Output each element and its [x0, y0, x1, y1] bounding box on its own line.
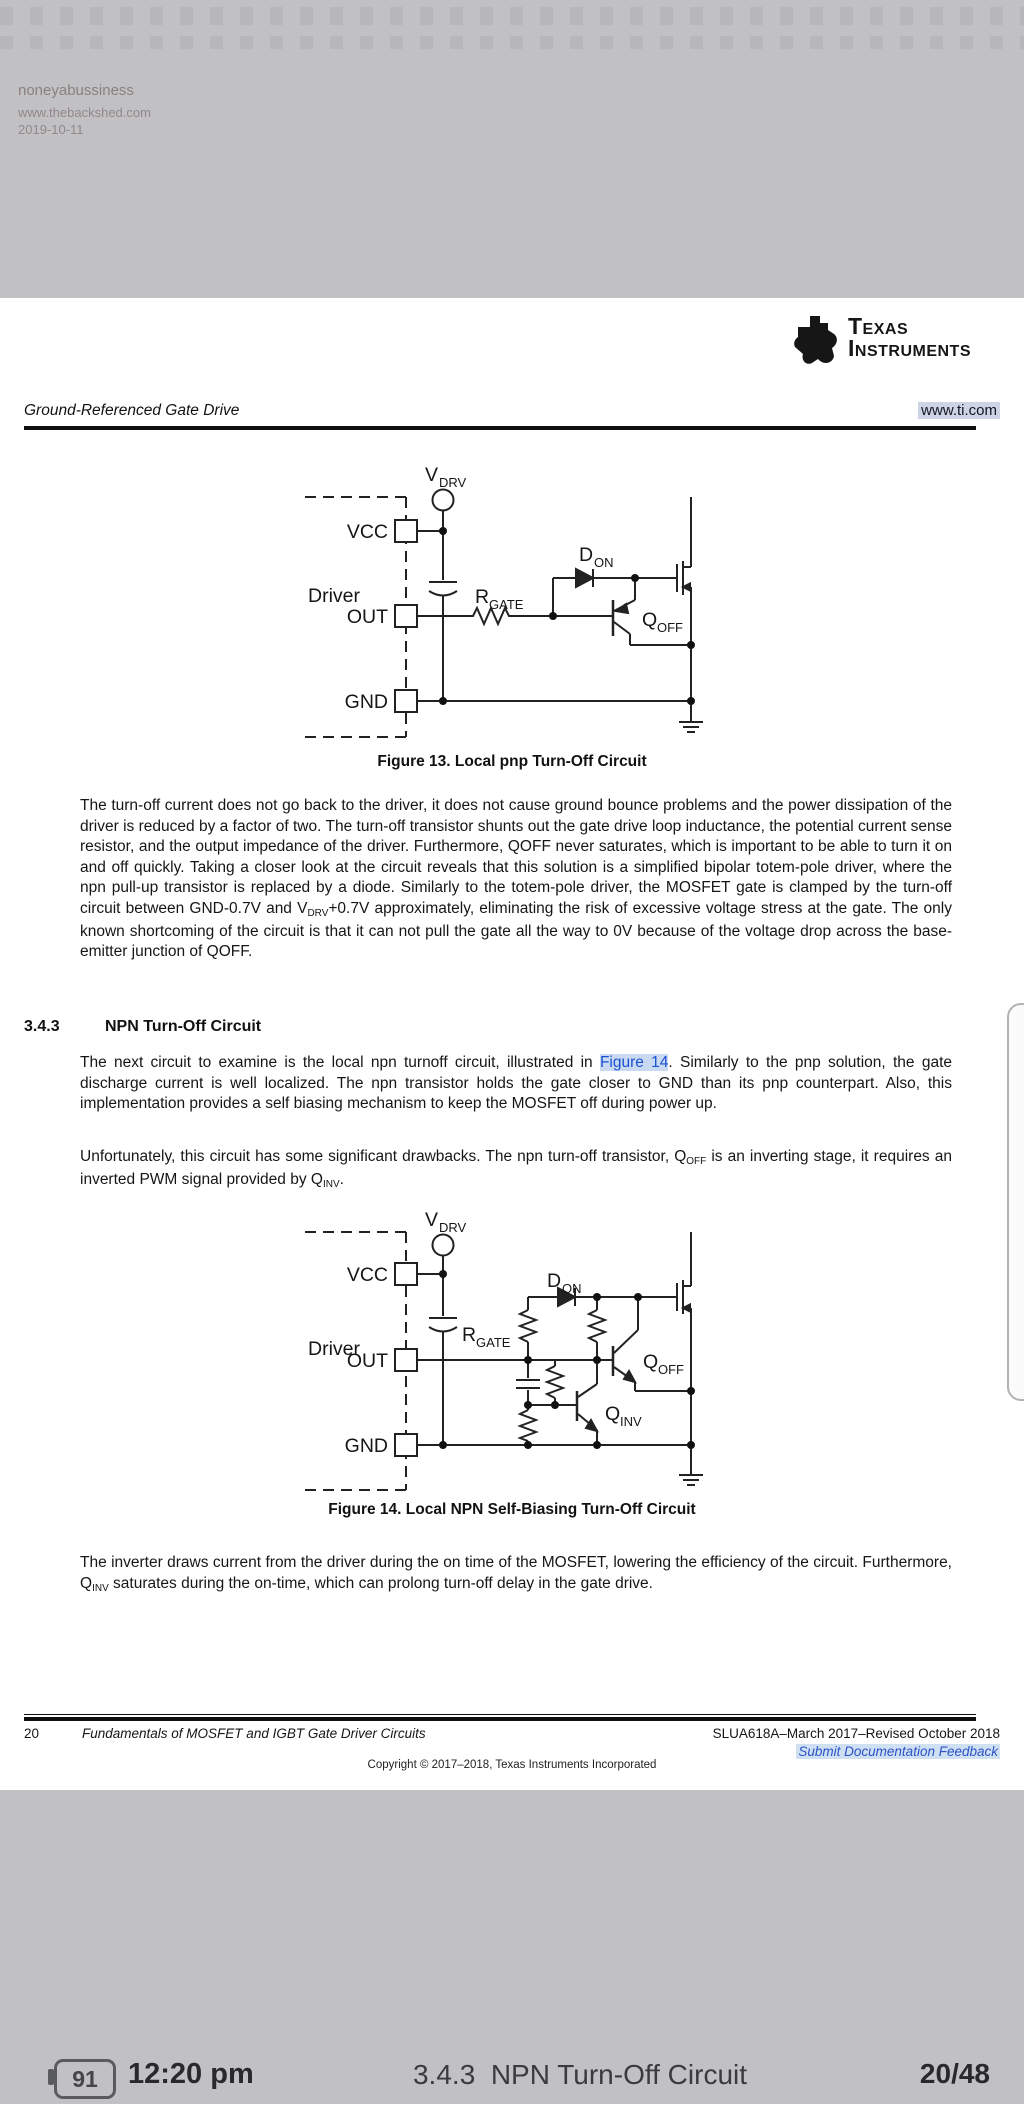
- fig13-label-qoff-sub: OFF: [657, 620, 683, 635]
- paragraph-1-text: The turn-off current does not go back to the driver, it does not cause ground bounce problems and the power dissipation of the driver is reduced by a factor of two. The turn-off transistor shunts out the gate drive loop inductance, the potential current sense resistor, and the output impedance of the driver. Furthermore, QOFF never saturates, which is important to be able to turn it on and off quickly. Taking a closer look at the circuit reveals that this solution is a simplified bipolar totem-pole driver, where the npn pull-up transistor is replaced by a diode. Similarly to the totem-pole driver, the MOSFET gate is clamped by the turn-off circuit between GND-0.7V and V: [80, 797, 952, 917]
- paragraph-3: [80, 1147, 952, 1192]
- paragraph-4: [80, 1553, 952, 1596]
- fig14-label-rgate: R: [462, 1324, 477, 1346]
- watermark-user: noneyabussiness: [18, 82, 134, 99]
- fig13-label-rgate: R: [475, 586, 490, 608]
- fig13-label-vdrv-sub: DRV: [439, 475, 467, 490]
- pdf-page: [0, 298, 1024, 1790]
- fig13-label-rgate-sub: GATE: [489, 597, 524, 612]
- paragraph-4-text-2: saturates during the on-time, which can prolong turn-off delay in the gate drive.: [108, 1574, 653, 1592]
- figure-13-circuit: [280, 450, 740, 760]
- paragraph-3-text-3: .: [339, 1170, 344, 1188]
- paragraph-2-text-2: . Similarly to the pnp solution, the gate discharge current is well localized. The npn transistor holds the gate closer to GND than its pnp counterpart. Also, this implementation provides a self biasing mechanism to keep the MOSFET off during power up.: [80, 1054, 952, 1113]
- paragraph-4-text: The inverter draws current from the driver during the on time of the MOSFET, lowering the efficiency of the circuit. Furthermore, Q: [80, 1554, 952, 1592]
- footer-page-number: 20: [24, 1726, 40, 1741]
- footer-revision: SLUA618A–March 2017–Revised October 2018: [712, 1726, 1000, 1741]
- fig14-label-out: OUT: [346, 1350, 388, 1372]
- paragraph-2-text: The next circuit to examine is the local npn turnoff circuit, illustrated in: [80, 1054, 600, 1071]
- watermark-date: 2019-10-11: [18, 122, 84, 137]
- clock-time: 12:20 pm: [128, 2058, 254, 2090]
- qinv-subscript-2: INV: [92, 1582, 109, 1594]
- fig13-label-don: D: [579, 544, 594, 566]
- fig13-label-vcc: VCC: [346, 521, 388, 543]
- section-number: 3.4.3: [24, 1018, 60, 1035]
- top-pattern-row2: [0, 36, 1024, 49]
- chapter-indicator: 3.4.3 NPN Turn-Off Circuit: [412, 2059, 748, 2090]
- fig14-label-qoff-sub: OFF: [658, 1362, 684, 1377]
- fig14-label-driver: Driver: [308, 1338, 360, 1360]
- watermark-site: www.thebackshed.com: [18, 105, 151, 120]
- footer-copyright: Copyright © 2017–2018, Texas Instruments Incorporated: [367, 1759, 657, 1771]
- header-rule: [24, 426, 976, 430]
- paragraph-1-text-2: +0.7V approximately, eliminating the risk of excessive voltage stress at the gate. The only known shortcoming of the circuit is that it can not pull the gate all the way to 0V because of the voltage drop across the base-emitter junction of QOFF.: [80, 899, 952, 961]
- footer-doc-title: Fundamentals of MOSFET and IGBT Gate Driver Circuits: [82, 1726, 426, 1741]
- ti-logo: [793, 315, 971, 367]
- submit-feedback-link[interactable]: Submit Documentation Feedback: [798, 1744, 998, 1759]
- ti-website-link[interactable]: www.ti.com: [918, 402, 1000, 419]
- figure-14-caption: Figure 14. Local NPN Self-Biasing Turn-Off Circuit: [328, 1501, 696, 1518]
- fig13-label-qoff: Q: [642, 609, 658, 631]
- fig14-label-don-sub: ON: [562, 1281, 582, 1296]
- page-progress: 20/48: [919, 2058, 990, 2089]
- figure-14-circuit: [280, 1198, 740, 1508]
- fig14-label-don: D: [547, 1270, 562, 1292]
- watermark: [18, 82, 151, 137]
- fig14-label-vdrv-sub: DRV: [439, 1220, 467, 1235]
- section-title: NPN Turn-Off Circuit: [105, 1018, 262, 1035]
- fig14-label-gnd: GND: [344, 1435, 388, 1457]
- battery-icon: 91: [54, 2059, 116, 2099]
- paragraph-1: [80, 796, 952, 963]
- fig13-label-gnd: GND: [344, 691, 388, 713]
- vdrv-subscript: DRV: [307, 907, 329, 919]
- figure-14-link[interactable]: Figure 14: [599, 1054, 669, 1071]
- ti-logo-text-line1: Texas: [848, 313, 909, 339]
- paragraph-3-text: Unfortunately, this circuit has some significant drawbacks. The npn turn-off transistor, Q: [80, 1148, 687, 1165]
- fig14-label-qinv-sub: INV: [620, 1414, 642, 1429]
- fig14-label-rgate-sub: GATE: [476, 1335, 511, 1350]
- ti-logo-icon: [793, 315, 839, 367]
- ti-logo-text-line2: Instruments: [848, 335, 971, 361]
- svg-text:ti: ti: [806, 325, 820, 350]
- fig14-label-vcc: VCC: [346, 1264, 388, 1286]
- fig13-label-vdrv: V: [425, 464, 439, 486]
- fig13-label-don-sub: ON: [594, 555, 614, 570]
- figure-13-caption: Figure 13. Local pnp Turn-Off Circuit: [377, 753, 647, 770]
- fig14-label-qoff: Q: [643, 1351, 659, 1373]
- paragraph-2: [80, 1053, 952, 1115]
- footer-rule: [24, 1717, 976, 1721]
- top-pattern-row1: [0, 7, 1024, 25]
- fig14-label-qinv: Q: [605, 1403, 621, 1425]
- qinv-subscript: INV: [322, 1178, 340, 1190]
- fig13-label-driver: Driver: [308, 585, 360, 607]
- qoff-subscript: OFF: [686, 1156, 707, 1167]
- footer-rule-thin: [24, 1714, 976, 1715]
- fig14-label-vdrv: V: [425, 1209, 439, 1231]
- running-header-title: Ground-Referenced Gate Drive: [24, 402, 240, 419]
- scrollbar-thumb[interactable]: [1007, 1003, 1024, 1401]
- fig13-label-out: OUT: [346, 606, 388, 628]
- paragraph-3-text-2: is an inverting stage, it requires an inverted PWM signal provided by Q: [80, 1148, 952, 1188]
